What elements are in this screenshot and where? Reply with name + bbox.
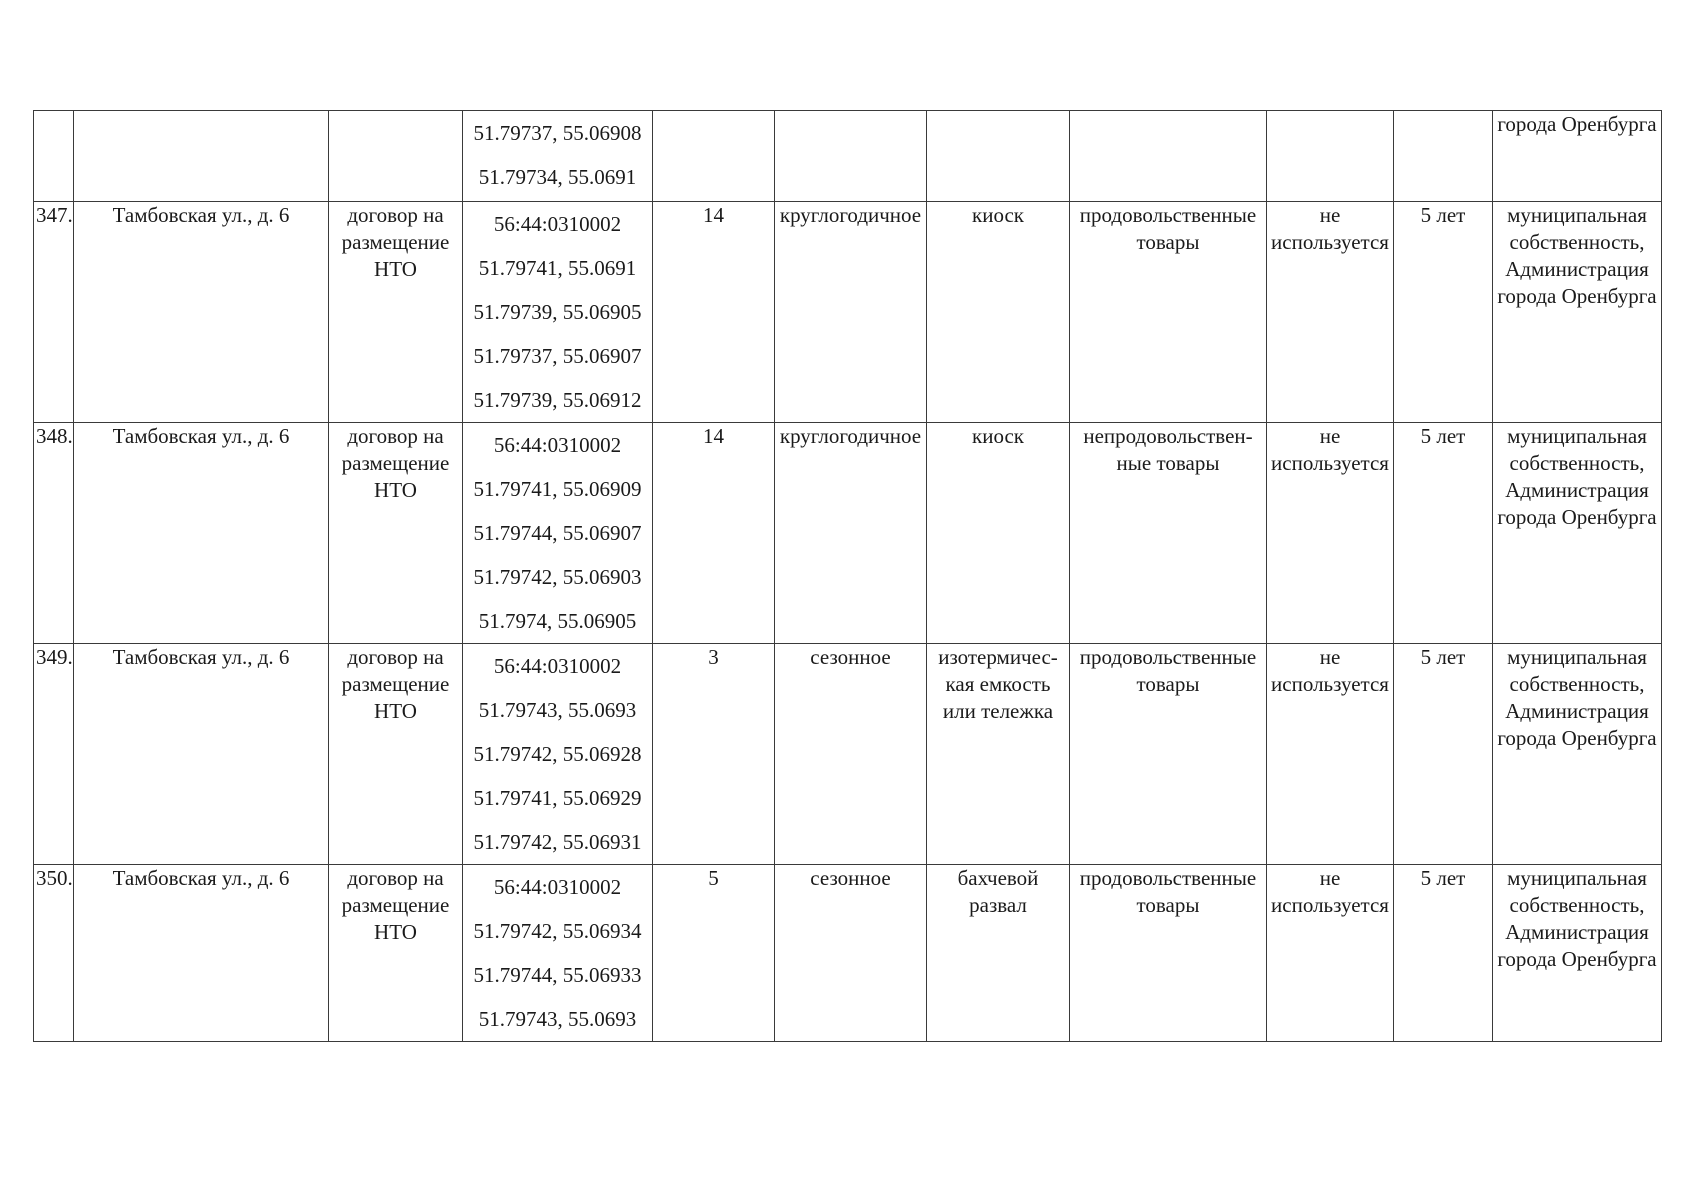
- cell-address: Тамбовская ул., д. 6: [74, 423, 329, 644]
- cell-coordinates: [463, 865, 653, 1042]
- cell-area: 14: [653, 423, 775, 644]
- cell-object-type: киоск: [927, 202, 1070, 423]
- cell-owner: города Оренбурга: [1493, 111, 1662, 202]
- coordinate-line: 51.79744, 55.06907: [473, 521, 642, 545]
- cell-document: договор на размещение НТО: [329, 865, 463, 1042]
- cell-coordinates: [463, 644, 653, 865]
- cell-term: 5 лет: [1394, 644, 1493, 865]
- cell-num: 348.: [34, 423, 74, 644]
- table-row: [34, 644, 1662, 865]
- cell-period: сезонное: [775, 865, 927, 1042]
- cell-area: 14: [653, 202, 775, 423]
- cell-owner: муниципальная собственность, Администрация города Оренбурга: [1493, 644, 1662, 865]
- cadastral-number: 56:44:0310002: [493, 875, 622, 899]
- cell-specialization: продовольственные товары: [1070, 202, 1267, 423]
- cell-specialization: продовольственные товары: [1070, 865, 1267, 1042]
- cell-usage: не используется: [1267, 423, 1394, 644]
- coordinate-line: 51.79737, 55.06907: [473, 344, 642, 368]
- coordinate-line: 51.7974, 55.06905: [478, 609, 637, 633]
- coordinate-line: 51.79743, 55.0693: [478, 1007, 637, 1031]
- table-row: [34, 865, 1662, 1042]
- coordinate-line: 51.79742, 55.06928: [473, 742, 642, 766]
- cell-specialization: непродовольствен-ные товары: [1070, 423, 1267, 644]
- cell-owner: муниципальная собственность, Администрация города Оренбурга: [1493, 202, 1662, 423]
- cell-term: 5 лет: [1394, 423, 1493, 644]
- cell-num: 349.: [34, 644, 74, 865]
- cell-object-type: изотермичес-кая емкость или тележка: [927, 644, 1070, 865]
- cell-term: [1394, 111, 1493, 202]
- coordinate-line: 51.79739, 55.06905: [473, 300, 642, 324]
- cell-coordinates: [463, 202, 653, 423]
- table-row: [34, 202, 1662, 423]
- cell-address: Тамбовская ул., д. 6: [74, 644, 329, 865]
- cadastral-number: 56:44:0310002: [493, 654, 622, 678]
- coordinate-line: 51.79742, 55.06903: [473, 565, 642, 589]
- coordinate-line: 51.79743, 55.0693: [478, 698, 637, 722]
- coordinate-line: 51.79741, 55.06909: [473, 477, 642, 501]
- cell-specialization: продовольственные товары: [1070, 644, 1267, 865]
- cell-owner: муниципальная собственность, Администрация города Оренбурга: [1493, 423, 1662, 644]
- cadastral-number: 56:44:0310002: [493, 433, 622, 457]
- cell-address: Тамбовская ул., д. 6: [74, 202, 329, 423]
- cell-num: [34, 111, 74, 202]
- cell-address: [74, 111, 329, 202]
- table-row: [34, 423, 1662, 644]
- cell-period: круглогодичное: [775, 423, 927, 644]
- cell-document: договор на размещение НТО: [329, 423, 463, 644]
- nto-placement-table: [33, 110, 1662, 1042]
- cell-num: 350.: [34, 865, 74, 1042]
- cell-area: [653, 111, 775, 202]
- cell-period: сезонное: [775, 644, 927, 865]
- coordinate-line: 51.79741, 55.0691: [478, 256, 637, 280]
- cell-usage: [1267, 111, 1394, 202]
- cell-term: 5 лет: [1394, 202, 1493, 423]
- cell-object-type: бахчевой развал: [927, 865, 1070, 1042]
- coordinate-line: 51.79744, 55.06933: [473, 963, 642, 987]
- document-page: [33, 110, 1661, 1042]
- cell-period: [775, 111, 927, 202]
- cell-document: договор на размещение НТО: [329, 202, 463, 423]
- coordinate-line: 51.79734, 55.0691: [478, 165, 637, 189]
- cell-owner: муниципальная собственность, Администрация города Оренбурга: [1493, 865, 1662, 1042]
- cell-usage: не используется: [1267, 644, 1394, 865]
- cell-address: Тамбовская ул., д. 6: [74, 865, 329, 1042]
- cell-object-type: киоск: [927, 423, 1070, 644]
- cell-coordinates: [463, 423, 653, 644]
- coordinate-line: 51.79741, 55.06929: [473, 786, 642, 810]
- coordinate-line: 51.79742, 55.06931: [473, 830, 642, 854]
- cell-document: договор на размещение НТО: [329, 644, 463, 865]
- cell-object-type: [927, 111, 1070, 202]
- cell-coordinates: [463, 111, 653, 202]
- cell-period: круглогодичное: [775, 202, 927, 423]
- cell-area: 5: [653, 865, 775, 1042]
- cell-num: 347.: [34, 202, 74, 423]
- coordinate-line: 51.79737, 55.06908: [473, 121, 642, 145]
- cell-specialization: [1070, 111, 1267, 202]
- coordinate-line: 51.79742, 55.06934: [473, 919, 642, 943]
- table-row-continuation: [34, 111, 1662, 202]
- cell-term: 5 лет: [1394, 865, 1493, 1042]
- cell-usage: не используется: [1267, 865, 1394, 1042]
- cell-usage: не используется: [1267, 202, 1394, 423]
- cell-document: [329, 111, 463, 202]
- coordinate-line: 51.79739, 55.06912: [473, 388, 642, 412]
- cadastral-number: 56:44:0310002: [493, 212, 622, 236]
- cell-area: 3: [653, 644, 775, 865]
